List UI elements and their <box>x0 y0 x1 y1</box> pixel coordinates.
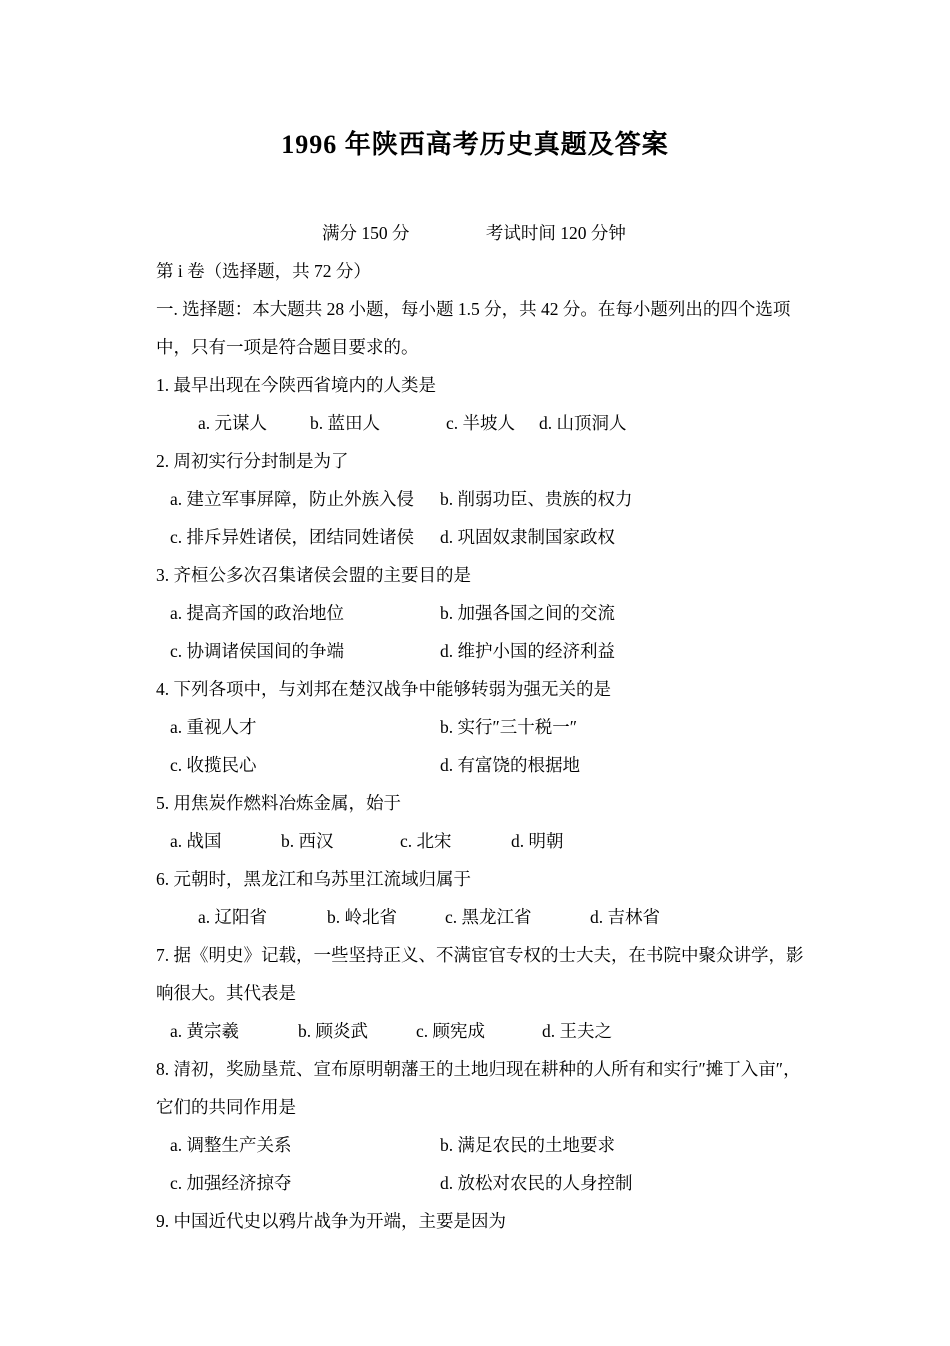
exam-duration-text: 考试时间 120 分钟 <box>485 223 626 243</box>
question-stem: 4. 下列各项中，与刘邦在楚汉战争中能够转弱为强无关的是 <box>156 679 611 699</box>
full-score-text: 满分 150 分 <box>322 223 410 243</box>
option-item: d. 王夫之 <box>542 1021 612 1041</box>
option-row <box>156 480 820 518</box>
question-stem: 5. 用焦炭作燃料冶炼金属，始于 <box>156 793 401 813</box>
option-row <box>156 746 820 784</box>
option-item: a. 辽阳省 <box>198 907 268 927</box>
option-item: d. 放松对农民的人身控制 <box>440 1173 633 1193</box>
option-item: c. 收揽民心 <box>170 755 257 775</box>
option-row <box>156 632 820 670</box>
option-item: c. 排斥异姓诸侯，团结同姓诸侯 <box>170 527 415 547</box>
option-item: c. 协调诸侯国间的争端 <box>170 641 345 661</box>
option-item: d. 有富饶的根据地 <box>440 755 580 775</box>
option-item: a. 黄宗羲 <box>170 1021 240 1041</box>
option-item: b. 满足农民的土地要求 <box>440 1135 615 1155</box>
option-item: a. 建立军事屏障，防止外族入侵 <box>170 489 415 509</box>
option-item: b. 岭北省 <box>327 907 397 927</box>
option-row <box>156 708 820 746</box>
option-item: a. 战国 <box>170 831 222 851</box>
option-item: d. 巩固奴隶制国家政权 <box>440 527 615 547</box>
exam-body <box>156 290 820 1240</box>
option-item: d. 明朝 <box>511 831 564 851</box>
option-item: b. 实行″三十税一″ <box>440 717 578 737</box>
option-item: b. 加强各国之间的交流 <box>440 603 615 623</box>
option-item: b. 西汉 <box>281 831 334 851</box>
option-row <box>156 518 820 556</box>
option-row <box>156 898 820 936</box>
question-stem: 1. 最早出现在今陕西省境内的人类是 <box>156 375 436 395</box>
option-item: a. 提高齐国的政治地位 <box>170 603 345 623</box>
question-stem: 3. 齐桓公多次召集诸侯会盟的主要目的是 <box>156 565 471 585</box>
option-item: b. 削弱功臣、贵族的权力 <box>440 489 633 509</box>
option-row <box>156 822 820 860</box>
question-stem: 8. 清初，奖励垦荒、宣布原明朝藩王的土地归现在耕种的人所有和实行″摊丁入亩″， <box>156 1059 801 1079</box>
exam-info-line <box>156 214 820 252</box>
option-item: d. 吉林省 <box>590 907 660 927</box>
option-item: a. 重视人才 <box>170 717 257 737</box>
option-item: c. 北宋 <box>400 831 452 851</box>
section-header: 第 i 卷（选择题，共 72 分） <box>156 261 371 281</box>
question-stem: 响很大。其代表是 <box>156 983 296 1003</box>
question-stem: 2. 周初实行分封制是为了 <box>156 451 349 471</box>
option-row <box>156 1164 820 1202</box>
question-stem: 9. 中国近代史以鸦片战争为开端，主要是因为 <box>156 1211 506 1231</box>
instruction-line: 一. 选择题：本大题共 28 小题，每小题 1.5 分，共 42 分。在每小题列出的四个选项 <box>156 299 791 319</box>
option-item: b. 蓝田人 <box>310 413 380 433</box>
option-item: c. 半坡人 <box>446 413 516 433</box>
option-item: d. 山顶洞人 <box>539 413 627 433</box>
option-item: c. 黑龙江省 <box>445 907 532 927</box>
option-item: b. 顾炎武 <box>298 1021 368 1041</box>
document-content <box>0 214 950 1240</box>
page-title: 1996 年陕西高考历史真题及答案 <box>281 130 669 159</box>
option-item: a. 元谋人 <box>198 413 268 433</box>
question-stem: 7. 据《明史》记载，一些坚持正义、不满宦官专权的士大夫，在书院中聚众讲学，影 <box>156 945 804 965</box>
option-item: d. 维护小国的经济利益 <box>440 641 615 661</box>
option-row <box>156 1126 820 1164</box>
option-item: c. 加强经济掠夺 <box>170 1173 292 1193</box>
option-row <box>156 594 820 632</box>
instruction-line: 中，只有一项是符合题目要求的。 <box>156 337 419 357</box>
option-item: c. 顾宪成 <box>416 1021 486 1041</box>
question-stem: 它们的共同作用是 <box>156 1097 296 1117</box>
option-item: a. 调整生产关系 <box>170 1135 292 1155</box>
option-row <box>156 1012 820 1050</box>
question-stem: 6. 元朝时，黑龙江和乌苏里江流域归属于 <box>156 869 471 889</box>
option-row <box>156 404 820 442</box>
